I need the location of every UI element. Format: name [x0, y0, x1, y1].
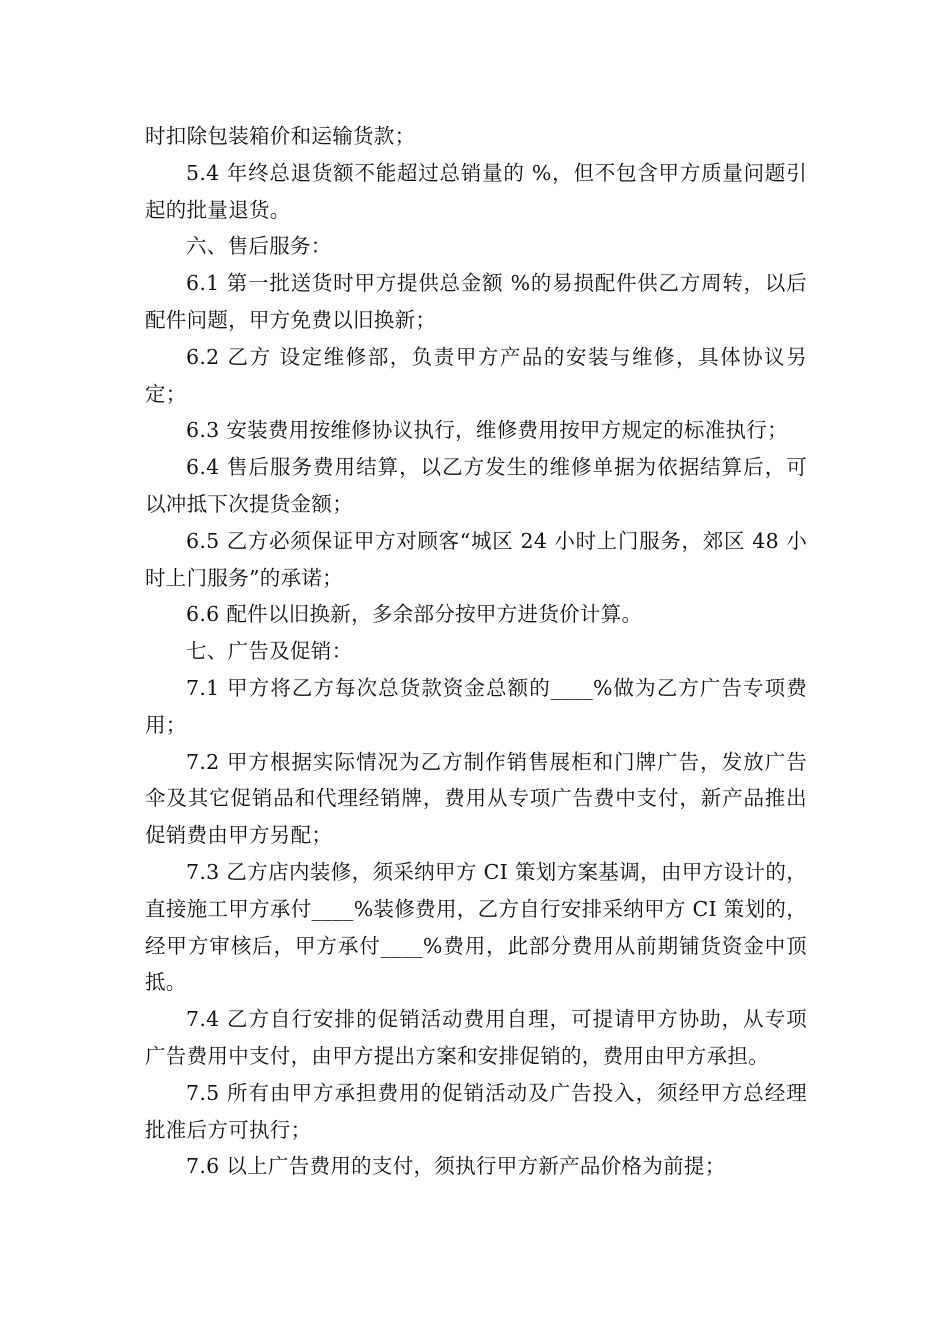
section-heading-after-sales: 六、售后服务：	[186, 234, 332, 259]
paragraph-7-1: 7.1 甲方将乙方每次总货款资金总额的____%做为乙方广告专项费用；	[145, 675, 807, 737]
paragraph-6-3: 6.3 安装费用按维修协议执行，维修费用按甲方规定的标准执行；	[186, 418, 788, 443]
document-body	[145, 118, 807, 1185]
paragraph-6-5: 6.5 乙方必须保证甲方对顾客“城区 24 小时上门服务，郊区 48 小时上门服务”的承诺；	[145, 528, 807, 590]
paragraph-6-1: 6.1 第一批送货时甲方提供总金额 %的易损配件供乙方周转，以后配件问题，甲方免费以旧换新；	[145, 271, 807, 332]
paragraph-6-2: 6.2 乙方 设定维修部，负责甲方产品的安装与维修，具体协议另定；	[145, 344, 807, 406]
paragraph-7-3: 7.3 乙方店内装修，须采纳甲方 CI 策划方案基调，由甲方设计的，直接施工甲方承付____%装修费用，乙方自行安排采纳甲方 CI 策划的，经甲方审核后，甲方承付____%费用，此部分费用从前期铺货资金中顶抵。	[145, 859, 807, 995]
paragraph-7-4: 7.4 乙方自行安排的促销活动费用自理，可提请甲方协助，从专项广告费用中支付，由甲方提出方案和安排促销的，费用由甲方承担。	[145, 1007, 807, 1068]
section-heading-advertising: 七、广告及促销：	[186, 639, 353, 664]
paragraph-5-4: 5.4 年终总退货额不能超过总销量的 %，但不包含甲方质量问题引起的批量退货。	[145, 160, 807, 222]
paragraph-7-6: 7.6 以上广告费用的支付，须执行甲方新产品价格为前提；	[186, 1154, 726, 1179]
paragraph-7-5: 7.5 所有由甲方承担费用的促销活动及广告投入，须经甲方总经理批准后方可执行；	[145, 1080, 807, 1142]
paragraph-6-6: 6.6 配件以旧换新，多余部分按甲方进货价计算。	[186, 602, 643, 627]
paragraph-6-4: 6.4 售后服务费用结算，以乙方发生的维修单据为依据结算后，可以冲抵下次提货金额；	[145, 455, 807, 516]
paragraph-continuation: 时扣除包装箱价和运输货款；	[145, 124, 416, 148]
paragraph-7-2: 7.2 甲方根据实际情况为乙方制作销售展柜和门牌广告，发放广告伞及其它促销品和代理经销牌，费用从专项广告费中支付，新产品推出促销费由甲方另配；	[145, 749, 807, 848]
